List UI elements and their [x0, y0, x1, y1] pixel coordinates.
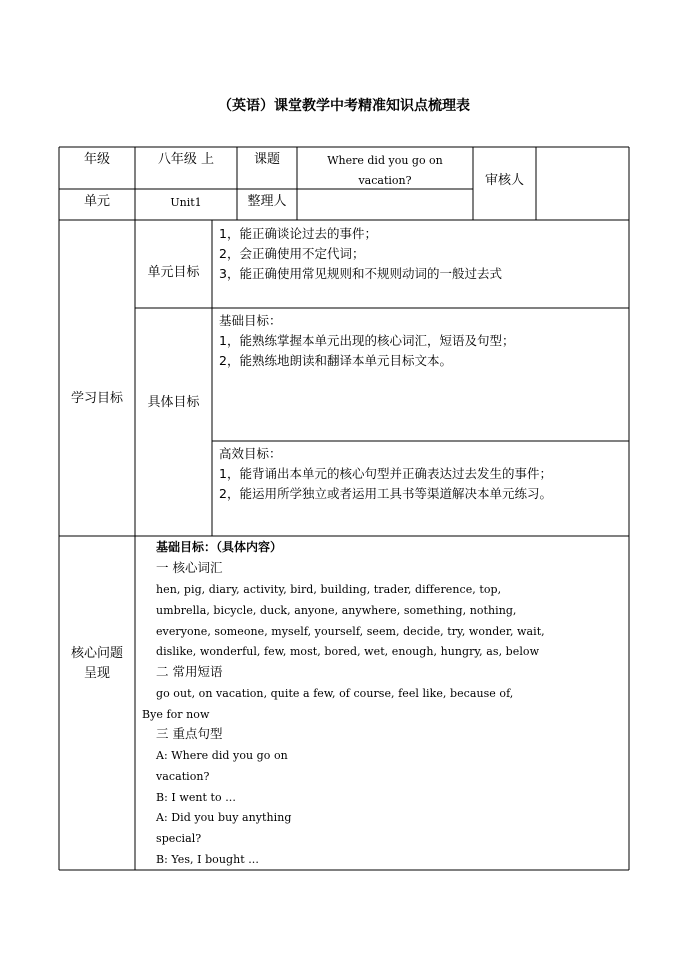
vocab-line: everyone, someone, myself, yourself, seem, decide, try, wonder, wait,	[156, 624, 545, 638]
unit-goal-item: 1，能正确谈论过去的事件；	[219, 226, 377, 241]
editor-label: 整理人	[247, 194, 287, 209]
grade-value: 八年级 上	[157, 152, 215, 167]
sentence-line: vacation?	[156, 769, 210, 783]
sentence-line: B: I went to ...	[156, 790, 236, 804]
basic-goal-item: 2，能熟练地朗读和翻译本单元目标文本。	[219, 353, 452, 368]
phrase-line: Bye for now	[142, 708, 210, 721]
unit-label: 单元	[83, 194, 110, 209]
phrase-title: 二 常用短语	[156, 664, 223, 679]
basic-goal-item: 1，能熟练掌握本单元出现的核心词汇，短语及句型；	[219, 333, 515, 348]
unit-goal-label: 单元目标	[147, 265, 200, 280]
advanced-goal-block	[219, 444, 552, 504]
vocab-list	[156, 580, 545, 663]
sentence-list	[156, 746, 291, 871]
phrase-line: go out, on vacation, quite a few, of course, feel like, because of,	[156, 687, 514, 700]
sentence-line: A: Did you buy anything	[156, 811, 292, 825]
unit-value: Unit1	[170, 196, 202, 209]
core-label-line-2: 呈现	[83, 666, 110, 681]
vocab-line: umbrella, bicycle, duck, anyone, anywhere, something, nothing,	[156, 603, 517, 617]
advanced-goal-item: 2，能运用所学独立或者运用工具书等渠道解决本单元练习。	[219, 486, 552, 501]
vocab-title: 一 核心词汇	[156, 560, 223, 575]
unit-goal-list	[219, 224, 502, 284]
unit-goal-item: 2，会正确使用不定代词；	[219, 246, 365, 261]
core-label-line-1: 核心问题	[70, 646, 123, 661]
unit-goal-item: 3，能正确使用常见规则和不规则动词的一般过去式	[219, 266, 502, 281]
sentence-line: special?	[156, 832, 202, 846]
core-heading: 基础目标：（具体内容）	[156, 540, 283, 554]
vocab-line: hen, pig, diary, activity, bird, building, trader, difference, top,	[156, 583, 502, 596]
grade-label: 年级	[83, 152, 110, 167]
advanced-goal-item: 1，能背诵出本单元的核心句型并正确表达过去发生的事件；	[219, 466, 552, 481]
page-title: （英语）课堂教学中考精准知识点梳理表	[218, 98, 470, 114]
basic-goal-title: 基础目标：	[219, 313, 282, 328]
topic-line-1: Where did you go on	[327, 154, 443, 167]
reviewer-label: 审核人	[484, 173, 524, 188]
specific-goal-label: 具体目标	[147, 395, 200, 410]
core-label	[59, 644, 135, 684]
topic-value	[297, 151, 473, 191]
objectives-label: 学习目标	[70, 391, 123, 406]
sentence-line: A: Where did you go on	[156, 749, 288, 762]
sentence-title: 三 重点句型	[156, 726, 223, 741]
topic-line-2: vacation?	[358, 174, 412, 187]
vocab-line: dislike, wonderful, few, most, bored, wet, enough, hungry, as, below	[156, 645, 540, 659]
sentence-line: B: Yes, I bought ...	[156, 852, 259, 866]
topic-label: 课题	[253, 152, 280, 167]
advanced-goal-title: 高效目标：	[219, 446, 282, 461]
basic-goal-block	[219, 311, 514, 371]
